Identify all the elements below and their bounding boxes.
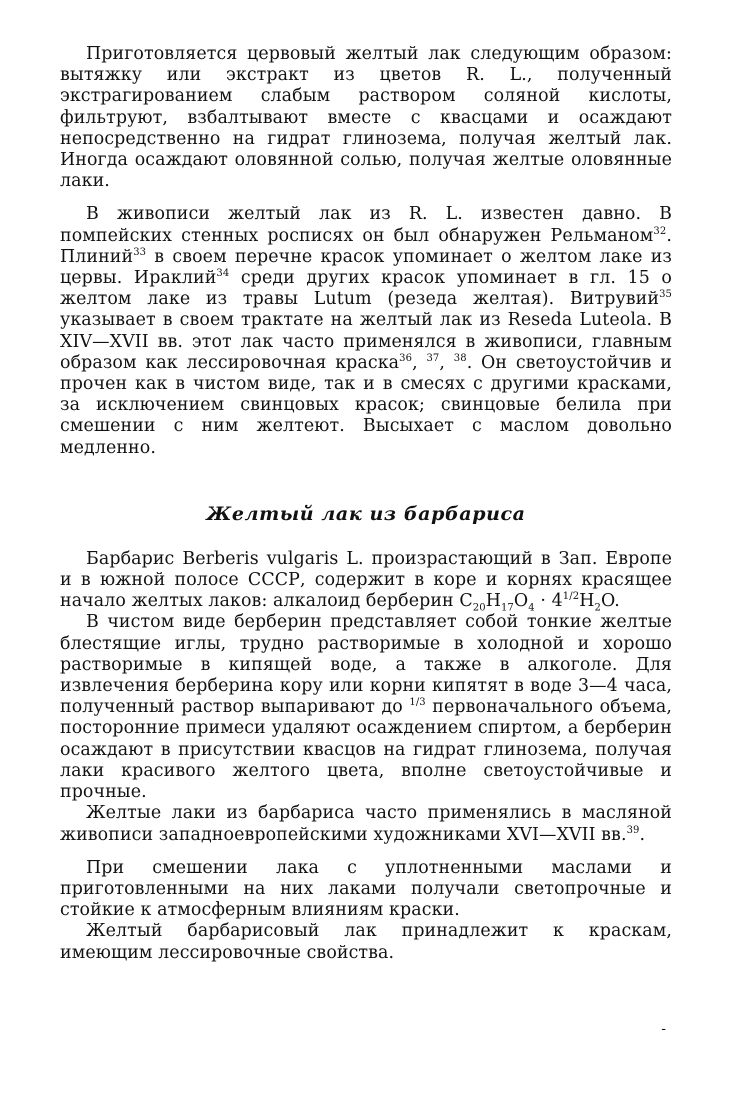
paragraph-7: Желтый барбарисовый лак принадлежит к краскам, имеющим лессировочные свойства.	[60, 921, 672, 963]
paragraph-3-text-a: Барбарис Berberis vulgaris L. произрастающий в Зап. Европе и в южной полосе СССР, содержит в коре и корнях красящее начало желтых лаков: алкалоид берберин C	[60, 548, 672, 612]
paragraph-2-text-f: . Он светоустойчив и прочен как в чистом виде, так и в смесях с другими красками, за исключением свинцовых красок; свинцовые белила при смешении с ним желтеют. Высыхает с маслом довольно медленно.	[60, 352, 672, 458]
footnote-ref-37: 37	[426, 353, 440, 365]
paragraph-6: При смешении лака с уплотненными маслами и приготовленными на них лаками получали светопрочные и стойкие к атмосферным влияниям краски.	[60, 857, 672, 921]
paragraph-2-text-d: среди других красок упоминает в гл. 15 о желтом лаке из травы Lutum (резеда желтая). Витрувий	[60, 268, 672, 310]
paragraph-2	[60, 204, 672, 458]
footnote-separator: ,	[412, 352, 427, 373]
section-heading: Желтый лак из барбариса	[206, 502, 526, 525]
formula-subscript: 4	[528, 602, 535, 614]
paragraph-4-text-a: В чистом виде берберин представляет собой тонкие желтые блестящие иглы, трудно растворимые в холодной и хорошо растворимые в кипящей воде, а также в алкоголе. Для извлечения берберина кору или корни кипятят в воде 3—4 часа, полученный раствор выпаривают до	[60, 612, 672, 718]
paragraph-5-text-b: .	[639, 824, 646, 845]
footnote-ref-34: 34	[216, 268, 230, 280]
footnote-separator: ,	[439, 352, 454, 373]
footnote-ref-32: 32	[653, 225, 667, 237]
footnote-ref-36: 36	[399, 353, 413, 365]
fraction-one-third: 1/3	[409, 697, 426, 709]
formula-subscript: 2	[594, 602, 601, 614]
formula-element: O.	[600, 591, 620, 612]
paragraph-2-text-b: . Плиний	[60, 225, 672, 267]
paragraph-2-text-a: В живописи желтый лак из R. L. известен давно. В помпейских стенных росписях он был обнаружен Рельманом	[60, 204, 672, 246]
footnote-ref-35: 35	[659, 289, 672, 301]
formula-element: O	[513, 591, 529, 612]
formula-subscript: 17	[500, 602, 514, 614]
paragraph-5-text-a: Желтые лаки из барбариса часто применялись в масляной живописи западноевропейскими художниками XVI—XVII вв.	[60, 803, 672, 845]
formula-text: · 4	[534, 591, 563, 612]
footnote-ref-39: 39	[626, 824, 640, 836]
footnote-ref-33: 33	[133, 247, 147, 259]
paragraph-3	[60, 549, 672, 613]
paragraph-4-text-b: первоначального объема, посторонние примеси удаляют осаждением спиртом, а берберин осаждают в присутствии квасцов на гидрат глинозема, получая лаки красивого желтого цвета, вполне светоустойчивые и прочные.	[60, 697, 672, 803]
formula-fraction: 1/2	[562, 591, 580, 603]
paragraph-2-text-e: указывает в своем трактате на желтый лак из Reseda Luteola. В XIV—XVII вв. этот лак часто применялся в живописи, главным образом как лессировочная краска	[60, 310, 672, 373]
paragraph-2-text-c: в своем перечне красок упоминает о желтом лаке из цервы. Ираклий	[60, 246, 672, 289]
paragraph-4	[60, 612, 672, 803]
formula-element: H	[579, 591, 595, 612]
paragraph-1: Приготовляется цервовый желтый лак следующим образом: вытяжку или экстракт из цветов R. L., полученный экстрагированием слабым раствором соляной кислоты, фильтруют, взбалтывают вместе с квасцами и осаждают непосредственно на гидрат глинозема, получая желтый лак. Иногда осаждают оловянной солью, получая желтые оловянные лаки.	[60, 44, 672, 192]
page-mark: -	[661, 1021, 666, 1037]
footnote-ref-38: 38	[453, 353, 467, 365]
paragraph-5	[60, 803, 672, 845]
formula-element: H	[485, 591, 501, 612]
formula-subscript: 20	[472, 602, 486, 614]
